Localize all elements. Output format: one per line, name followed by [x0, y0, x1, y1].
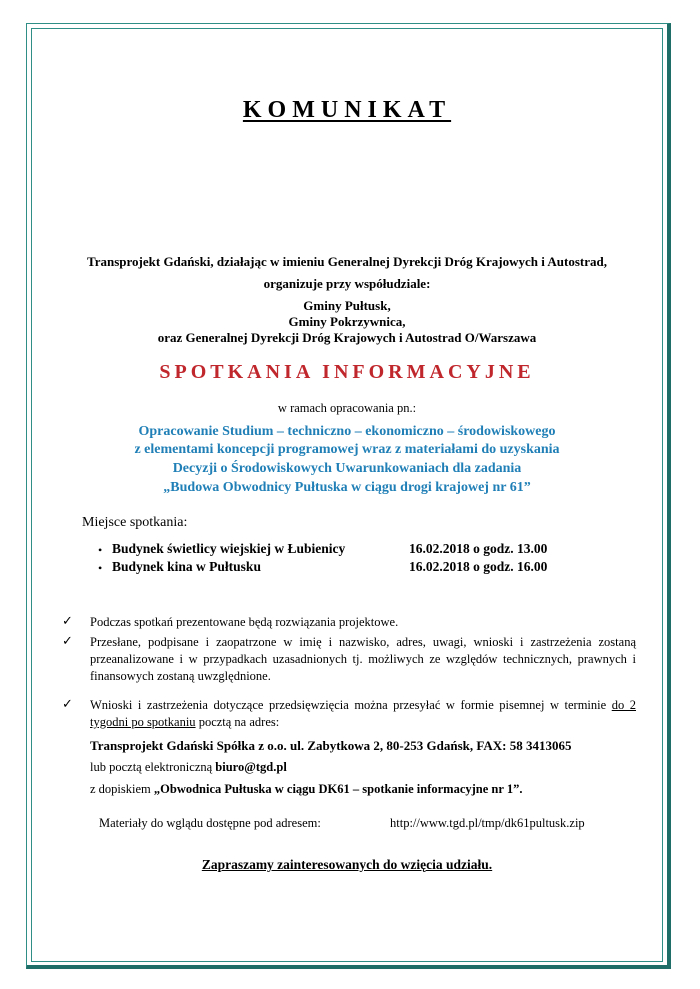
partner-3: oraz Generalnej Dyrekcji Dróg Krajowych i Autostrad O/Warszawa	[157, 330, 537, 345]
check-icon: ✓	[62, 613, 73, 628]
document-title: KOMUNIKAT	[242, 97, 452, 123]
subheading: w ramach opracowania pn.:	[277, 401, 417, 415]
materials-url[interactable]: http://www.tgd.pl/tmp/dk61pultusk.zip	[390, 816, 585, 830]
place-label: Miejsce spotkania:	[82, 515, 188, 530]
email-address[interactable]: biuro@tgd.pl	[215, 760, 287, 774]
invitation-footer: Zapraszamy zainteresowanych do wzięcia udziału.	[201, 857, 493, 872]
project-line-1: Opracowanie Studium – techniczno – ekonomiczno – środowiskowego	[138, 424, 556, 439]
venue-1-name: Budynek świetlicy wiejskiej w Łubienicy	[112, 541, 346, 556]
project-line-2: z elementami koncepcji programowej wraz z materiałami do uzyskania	[134, 442, 560, 457]
email-line	[90, 760, 287, 775]
partner-1: Gminy Pułtusk,	[303, 298, 391, 313]
note-2: Przesłane, podpisane i zaopatrzone w imię i nazwisko, adres, uwagi, wnioski i zastrzeżenia zostaną przeanalizowane i w przypadkach uzasadnionych tj. możliwych ze względów technicznych, prawnych i finansowych zostaną uwzględnione.	[90, 635, 636, 683]
venue-2-date: 16.02.2018 o godz. 16.00	[409, 559, 548, 574]
venue-1-date: 16.02.2018 o godz. 13.00	[409, 541, 548, 556]
intro-line-2: organizuje przy współudziale:	[263, 276, 431, 291]
email-prefix: lub pocztą elektroniczną	[90, 760, 216, 774]
check-icon: ✓	[62, 696, 73, 711]
materials-label: Materiały do wglądu dostępne pod adresem:	[99, 816, 321, 830]
postal-address: Transprojekt Gdański Spółka z o.o. ul. Zabytkowa 2, 80-253 Gdańsk, FAX: 58 3413065	[90, 738, 572, 753]
annotation-prefix: z dopiskiem	[90, 782, 154, 796]
annotation-line	[90, 782, 522, 797]
bullet-icon: •	[98, 561, 103, 575]
note-3-tail: pocztą na adres:	[195, 715, 280, 729]
intro-line-1: Transprojekt Gdański, działając w imieniu Generalnej Dyrekcji Dróg Krajowych i Autostrad,	[87, 254, 607, 269]
project-line-3: Decyzji o Środowiskowych Uwarunkowaniach dla zadania	[172, 461, 522, 476]
note-3	[90, 697, 636, 731]
partner-2: Gminy Pokrzywnica,	[288, 314, 406, 329]
note-3-text: Wnioski i zastrzeżenia dotyczące przedsięwzięcia można przesyłać w formie pisemnej w terminie	[90, 698, 607, 712]
check-icon: ✓	[62, 633, 73, 648]
annotation-text: „Obwodnica Pułtuska w ciągu DK61 – spotkanie informacyjne nr 1”.	[153, 782, 523, 796]
meetings-heading: SPOTKANIA INFORMACYJNE	[159, 361, 535, 383]
venue-2-name: Budynek kina w Pułtusku	[112, 559, 261, 574]
project-line-4: „Budowa Obwodnicy Pułtuska w ciągu drogi krajowej nr 61”	[163, 480, 531, 495]
bullet-icon: •	[98, 543, 103, 557]
deadline: do 2 tygodni po spotkaniu	[90, 698, 636, 729]
note-1: Podczas spotkań prezentowane będą rozwiązania projektowe.	[90, 615, 399, 629]
